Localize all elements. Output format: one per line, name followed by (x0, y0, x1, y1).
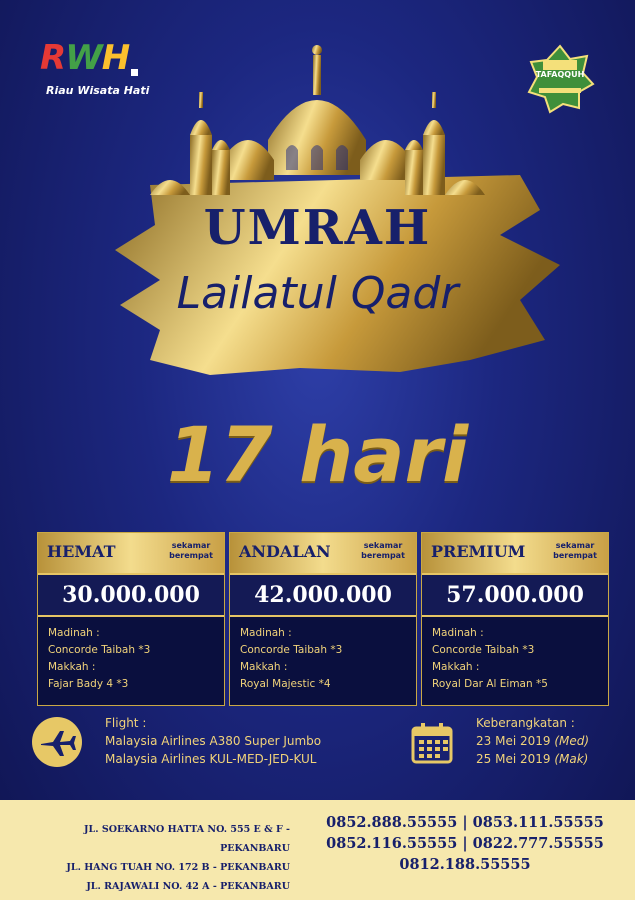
package-room-type: sekamar berempat (169, 541, 213, 560)
hotel-line: Madinah : (240, 627, 292, 639)
contact-footer (0, 800, 635, 900)
package-hotels (230, 617, 416, 701)
rwh-logo (40, 40, 170, 110)
package-name: HEMAT (47, 542, 116, 561)
package-price: 42.000.000 (230, 573, 416, 617)
tafaqquh-logo (525, 44, 595, 114)
departure-label: Keberangkatan : (476, 716, 575, 730)
hotel-line: Fajar Bady 4 *3 (48, 678, 129, 690)
package-hotels (38, 617, 224, 701)
hotel-line: Concorde Taibah *3 (48, 644, 151, 656)
hotel-line: Madinah : (432, 627, 484, 639)
airplane-icon (32, 717, 82, 767)
hotel-line: Concorde Taibah *3 (432, 644, 535, 656)
hotel-line: Makkah : (240, 661, 288, 673)
address-line: JL. HANG TUAH NO. 172 B - PEKANBARU (66, 862, 290, 873)
package-price: 57.000.000 (422, 573, 608, 617)
flight-label: Flight : (105, 716, 147, 730)
rwh-logo-mark (40, 40, 170, 76)
package-header (38, 533, 224, 573)
package-room-type: sekamar berempat (361, 541, 405, 560)
flight-line: Malaysia Airlines A380 Super Jumbo (105, 734, 322, 748)
calendar-icon (410, 722, 454, 766)
hotel-line: Makkah : (432, 661, 480, 673)
address-list (20, 820, 290, 896)
departure-info (476, 714, 589, 768)
kaaba-icon (131, 69, 138, 76)
hotel-line: Madinah : (48, 627, 100, 639)
package-header (230, 533, 416, 573)
package-header (422, 533, 608, 573)
flight-line: Malaysia Airlines KUL-MED-JED-KUL (105, 752, 317, 766)
title-umrah: UMRAH (203, 200, 432, 256)
rwh-tagline: Riau Wisata Hati (46, 84, 150, 97)
title-lailatul-qadr: Lailatul Qadr (176, 268, 459, 319)
package-hotels (422, 617, 608, 701)
hotel-line: Royal Dar Al Eiman *5 (432, 678, 548, 690)
hotel-line: Royal Majestic *4 (240, 678, 331, 690)
address-line: JL. RAJAWALI NO. 42 A - PEKANBARU (86, 881, 290, 892)
tafaqquh-label: TAFAQQUH (535, 70, 585, 79)
package-premium (421, 532, 609, 706)
tafaqquh-star-icon (525, 44, 595, 114)
hotel-line: Concorde Taibah *3 (240, 644, 343, 656)
phone-line: 0852.888.55555 | 0853.111.55555 (326, 814, 604, 831)
address-line: JL. SOEKARNO HATTA NO. 555 E & F - PEKANBARU (84, 824, 290, 854)
package-room-type: sekamar berempat (553, 541, 597, 560)
package-price: 30.000.000 (38, 573, 224, 617)
package-name: PREMIUM (431, 542, 526, 561)
rwh-letter-h: H (101, 38, 130, 78)
package-name: ANDALAN (239, 542, 331, 561)
rwh-letter-r: R (40, 38, 66, 78)
package-hemat (37, 532, 225, 706)
phone-list (305, 812, 625, 875)
duration-label: 17 hari (166, 410, 469, 499)
phone-line: 0812.188.55555 (399, 856, 531, 873)
rwh-letter-w: W (65, 38, 102, 78)
departure-date-2: 25 Mei 2019 (Mak) (476, 752, 589, 766)
flight-info (105, 714, 321, 768)
departure-date-1: 23 Mei 2019 (Med) (476, 734, 590, 748)
package-andalan (229, 532, 417, 706)
phone-line: 0852.116.55555 | 0822.777.55555 (326, 835, 604, 852)
hotel-line: Makkah : (48, 661, 96, 673)
